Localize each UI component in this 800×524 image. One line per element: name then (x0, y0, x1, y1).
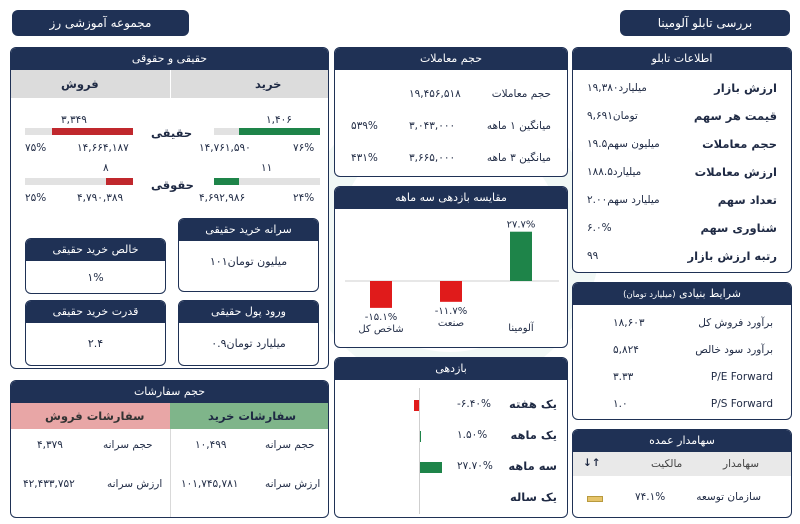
fundamental-header (573, 283, 791, 305)
buy-orders-header (170, 403, 329, 429)
fundamental-row-label: P/S Forward (710, 398, 773, 410)
tab-sell-label: فروش (61, 77, 99, 91)
brand-title: مجموعه آموزشی رز (12, 10, 189, 36)
info-row-value: ۶.۰% (587, 222, 612, 234)
buy-legal-count: ۱۱ (261, 162, 273, 174)
volume-row-value: ۳,۰۴۳,۰۰۰ (409, 120, 456, 132)
buy-per-capita-volume: ۱۰,۴۹۹ (195, 439, 227, 451)
volume-row-value: ۱۹,۴۵۶,۵۱۸ (409, 88, 461, 100)
money-inflow-value: ۰.۹میلیارد تومان (211, 337, 286, 350)
buy-real-count: ۱,۴۰۶ (266, 114, 292, 126)
holders-col-share: مالکیت (651, 458, 683, 470)
tab-buy[interactable] (170, 70, 329, 98)
info-row-label: ارزش بازار (714, 81, 777, 95)
info-row-value: ۹۹ (587, 250, 599, 262)
money-inflow-card (178, 300, 319, 366)
holders-panel (572, 429, 792, 518)
fundamental-row-value: ۱۸,۶۰۳ (613, 317, 645, 329)
return-row-value: ۱.۵۰% (457, 429, 488, 441)
money-inflow-title: ورود پول حقیقی (179, 301, 318, 323)
return-row-bar (420, 431, 421, 442)
sell-legal-count: ۸ (103, 162, 109, 174)
sell-legal-volume: ۴,۷۹۰,۳۸۹ (77, 192, 124, 204)
info-row (573, 132, 791, 159)
info-row (573, 104, 791, 131)
return-row-label: یک ساله (509, 490, 557, 504)
info-row-value: ۱۹,۳۸۰میلیارد (587, 82, 647, 94)
return-row-value: -۶.۴۰% (457, 398, 492, 410)
buy-real-volume: ۱۴,۷۶۱,۵۹۰ (199, 142, 251, 154)
compare-panel (334, 186, 568, 348)
per-capita-buy-title: سرانه خرید حقیقی (179, 219, 318, 241)
volume-panel (334, 47, 568, 177)
return-row (335, 485, 567, 512)
return-row (335, 392, 567, 419)
net-buy-title: خالص خرید حقیقی (26, 239, 165, 261)
volume-row (335, 146, 567, 173)
chart-category-label: آلومینا (508, 323, 534, 334)
return-row-label: یک ماهه (510, 428, 557, 442)
real-legal-title: حقیقی و حقوقی (11, 48, 328, 70)
volume-row-value: ۳,۶۶۵,۰۰۰ (409, 152, 456, 164)
fundamental-row-value: ۳.۳۳ (613, 371, 634, 383)
buying-power-title: قدرت خرید حقیقی (26, 301, 165, 323)
holder-name: سازمان توسعه (696, 491, 761, 503)
holders-header-row (573, 452, 791, 476)
holder-row (573, 486, 791, 513)
buy-legal-bar (214, 178, 239, 185)
fundamental-row-value: ۵,۸۲۴ (613, 344, 639, 356)
info-title: اطلاعات تابلو (573, 48, 791, 70)
volume-row-label: میانگین ۱ ماهه (486, 120, 551, 132)
sell-legal-pct: ۲۵% (25, 192, 47, 204)
chart-bar (510, 232, 532, 281)
page-title: بررسی تابلو آلومینا (620, 10, 790, 36)
return-row-bar (414, 400, 419, 411)
sell-orders-title: سفارشات فروش (45, 409, 145, 423)
buy-real-bar (239, 128, 320, 135)
orders-divider (170, 429, 171, 517)
label-hoghoghi: حقوقی (151, 178, 194, 192)
sell-legal-bar (106, 178, 133, 185)
info-row-label: قیمت هر سهم (693, 109, 777, 123)
buy-legal-bar-track (214, 178, 320, 185)
chart-category-label: صنعت (437, 317, 465, 329)
fundamental-row-label: P/E Forward (710, 371, 773, 383)
chart-value-label: ۲۷.۷% (506, 219, 536, 231)
info-row-label: رتبه ارزش بازار (687, 249, 777, 263)
buy-orders-title: سفارشات خرید (208, 409, 297, 423)
buy-real-bar-track (214, 128, 320, 135)
volume-row-pct: ۴۳۱% (351, 152, 378, 164)
return-row-bar (420, 462, 442, 473)
buy-real-pct: ۷۶% (293, 142, 315, 154)
sell-per-capita-volume: ۴,۳۷۹ (37, 439, 63, 451)
volume-row (335, 82, 567, 109)
volume-row-pct: ۵۳۹% (351, 120, 378, 132)
info-row (573, 188, 791, 215)
fundamental-row (573, 311, 791, 338)
info-row (573, 160, 791, 187)
net-buy-card (25, 238, 166, 294)
holders-col-holder: سهامدار (723, 458, 759, 470)
fundamental-row (573, 365, 791, 392)
fundamental-panel (572, 282, 792, 420)
sell-real-volume: ۱۴,۶۶۴,۱۸۷ (77, 142, 129, 154)
label-haghighi: حقیقی (151, 126, 193, 140)
net-buy-value: ۱% (87, 271, 104, 284)
return-row (335, 423, 567, 450)
per-capita-buy-card (178, 218, 319, 292)
chart-bar (440, 281, 462, 302)
sort-icon[interactable]: ↓↑ (583, 457, 601, 469)
returns-panel (334, 357, 568, 518)
chart-bar (370, 281, 392, 308)
real-legal-panel (10, 47, 329, 369)
sell-real-pct: ۷۵% (25, 142, 47, 154)
info-row-label: ارزش معاملات (694, 165, 777, 179)
info-row-label: شناوری سهم (700, 221, 777, 235)
volume-title: حجم معاملات (335, 48, 567, 70)
sell-real-bar (52, 128, 133, 135)
returns-title: بازدهی (335, 358, 567, 380)
buy-per-capita-value: ۱۰۱,۷۴۵,۷۸۱ (181, 478, 239, 490)
chart-value-label: -۱۱.۷% (434, 305, 468, 317)
info-row (573, 76, 791, 103)
info-row (573, 216, 791, 243)
sell-legal-bar-track (25, 178, 133, 185)
holders-title: سهامدار عمده (573, 430, 791, 452)
info-row-label: حجم معاملات (702, 137, 777, 151)
info-row (573, 244, 791, 271)
tab-buy-label: خرید (255, 77, 282, 91)
return-row (335, 454, 567, 481)
buying-power-card (25, 300, 166, 366)
info-row-label: تعداد سهم (717, 193, 777, 207)
buy-per-capita-value-label: ارزش سرانه (265, 478, 321, 490)
compare-title: مقایسه بازدهی سه ماهه (335, 187, 567, 209)
buy-legal-volume: ۴,۶۹۲,۹۸۶ (199, 192, 246, 204)
orders-title: حجم سفارشات (11, 381, 328, 403)
volume-row-label: میانگین ۳ ماهه (486, 152, 551, 164)
sell-real-count: ۳,۳۴۹ (61, 114, 87, 126)
return-row-label: یک هفته (508, 397, 557, 411)
fundamental-row (573, 392, 791, 419)
sell-per-capita-value: ۴۲,۴۳۳,۷۵۲ (23, 478, 75, 490)
chart-value-label: -۱۵.۱% (364, 311, 398, 323)
fundamental-title: شرایط بنیادی (679, 287, 741, 300)
buy-per-capita-volume-label: حجم سرانه (265, 439, 315, 451)
sell-real-bar-track (25, 128, 133, 135)
holder-color-swatch (587, 496, 603, 502)
info-row-value: ۲.۰۰میلیارد سهم (587, 194, 660, 206)
orders-panel (10, 380, 329, 518)
tab-sell[interactable] (11, 70, 170, 98)
sell-per-capita-value-label: ارزش سرانه (107, 478, 163, 490)
volume-row (335, 114, 567, 141)
info-row-value: ۱۹.۵میلیون سهم (587, 138, 660, 150)
return-row-label: سه ماهه (508, 459, 557, 473)
info-row-value: ۹,۶۹۱تومان (587, 110, 638, 122)
volume-row-label: حجم معاملات (491, 88, 551, 100)
return-row-value: ۲۷.۷۰% (457, 460, 493, 472)
buying-power-value: ۲.۴ (87, 337, 104, 350)
fundamental-unit: (میلیارد تومان) (623, 290, 676, 300)
chart-category-label: شاخص کل (358, 323, 404, 335)
fundamental-row-label: برآورد فروش کل (698, 317, 773, 329)
sell-per-capita-volume-label: حجم سرانه (103, 439, 153, 451)
sell-orders-header (11, 403, 170, 429)
info-row-value: ۱۸۸.۵میلیارد (587, 166, 642, 178)
fundamental-row-label: برآورد سود خالص (695, 344, 773, 356)
fundamental-row (573, 338, 791, 365)
info-panel (572, 47, 792, 273)
buy-legal-pct: ۲۴% (293, 192, 315, 204)
per-capita-buy-value: ۱۰۱میلیون تومان (209, 255, 288, 268)
fundamental-row-value: ۱.۰ (613, 398, 628, 410)
holder-share: ۷۴.۱% (635, 491, 666, 503)
return-comparison-chart (335, 209, 568, 348)
